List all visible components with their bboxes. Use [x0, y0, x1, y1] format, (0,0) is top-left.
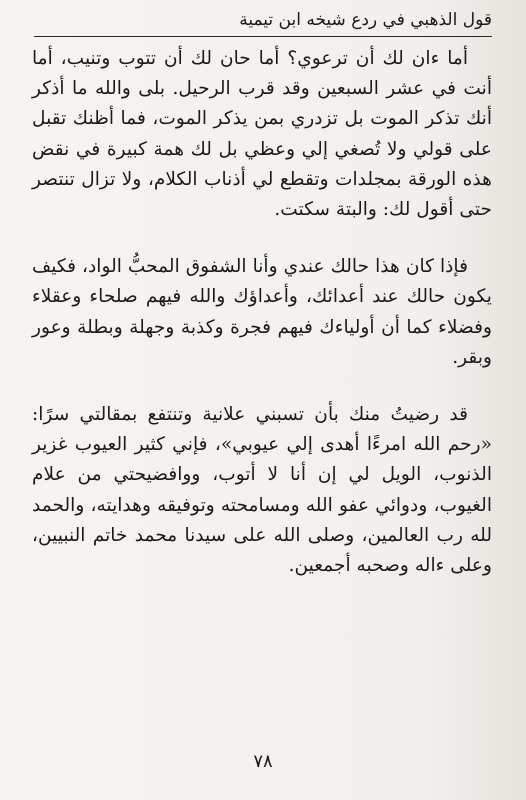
paragraph-1: أما ءان لك أن ترعوي؟ أما حان لك أن تتوب وتنيب، أما أنت في عشر السبعين وقد قرب الرحيل. بلى والله ما أذكر أنك تذكر الموت بل تزدري بمن يذكر الموت، فما أظنك تقبل على قولي ولا تُصغي إلي وعظي بل لك همة كبيرة في نقض هذه الورقة بمجلدات وتقطع لي أذناب الكلام، ولا تزال تنتصر حتى أقول لك: والبتة سكتت.	[32, 48, 492, 221]
page-body	[32, 44, 492, 581]
paragraph-2: فإذا كان هذا حالك عندي وأنا الشفوق المحبُّ الواد، فكيف يكون حالك عند أعدائك، وأعداؤك والله فيهم صلحاء وعقلاء وفضلاء كما أن أولياءك فيهم فجرة وكذبة وجهلة وبطلة وعور وبقر.	[32, 256, 492, 368]
header-rule	[34, 36, 492, 37]
running-header: قول الذهبي في ردع شيخه ابن تيمية	[239, 10, 492, 30]
paragraph-3: قد رضيتُ منك بأن تسبني علانية وتنتفع بمقالتي سرًا: «رحم الله امرءًا أهدى إلي عيوبي»، فإني كثير العيوب غزير الذنوب، الويل لي إن أنا لا أتوب، ووافضيحتي من علام الغيوب، ودوائي عفو الله ومسامحته وتوفيقه وهدايته، والحمد لله رب العالمين، وصلى الله على سيدنا محمد خاتم النبيين، وعلى ءاله وصحبه أجمعين.	[32, 404, 492, 577]
page-number: ٧٨	[253, 751, 273, 772]
